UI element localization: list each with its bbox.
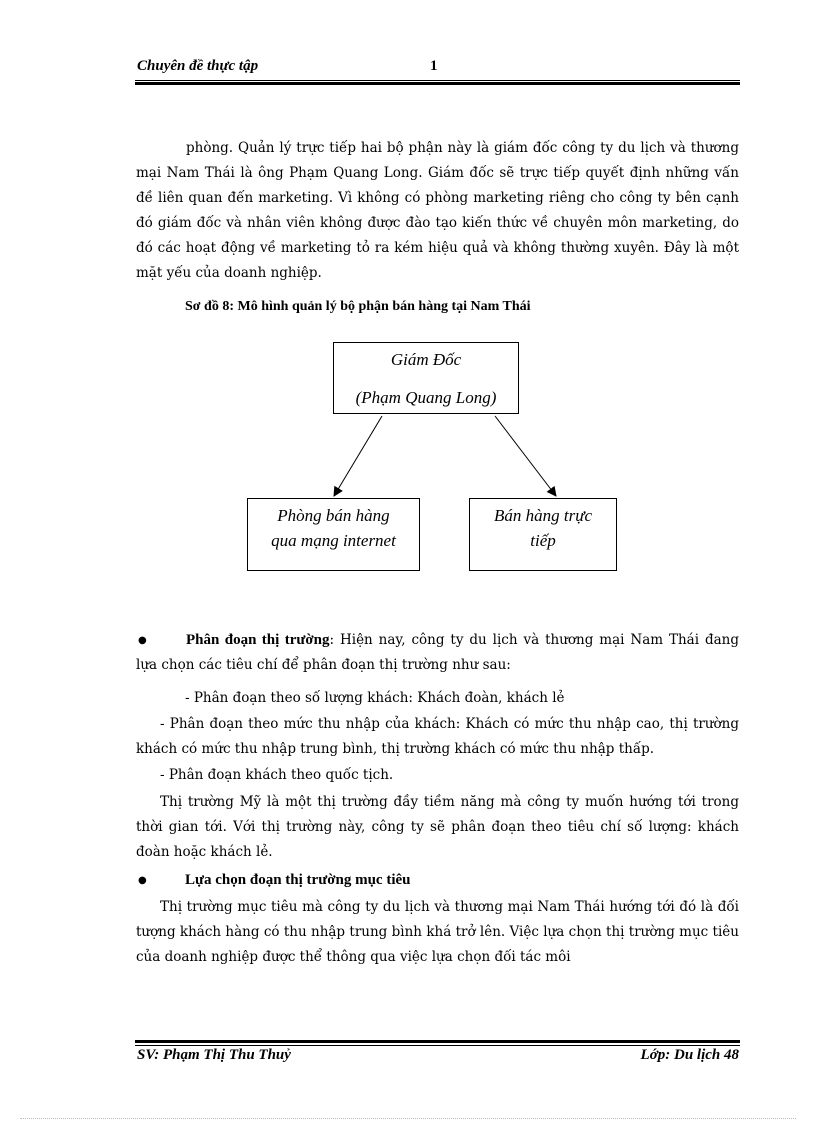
arrow-to-online-sales (334, 416, 382, 496)
arrow-to-direct-sales (495, 416, 556, 496)
bullet-icon: ● (138, 635, 147, 646)
diagram-caption: Sơ đồ 8: Mô hình quản lý bộ phận bán hàng tại Nam Thái (185, 299, 531, 314)
list-item-income: - Phân đoạn theo mức thu nhập của khách: Khách có mức thu nhập cao, thị trường khách có mức thu nhập trung bình, thị trường khách có mức thu nhập thấp. (136, 716, 739, 757)
director-name: (Phạm Quang Long) (355, 388, 497, 407)
online-sales-line2: qua mạng internet (271, 531, 396, 550)
director-box (333, 342, 519, 414)
list-item-nationality: - Phân đoạn khách theo quốc tịch. (160, 767, 394, 783)
section-title-segmentation: Phân đoạn thị trường (186, 632, 330, 648)
footer-rule-thick (135, 1040, 740, 1043)
section-text-segmentation: : Hiện nay, công ty du lịch và thương mại Nam Thái đang lựa chọn các tiêu chí để phân đoạn thị trường như sau: (136, 632, 739, 673)
header-title: Chuyên đề thực tập (137, 58, 259, 74)
page-edge (20, 1118, 796, 1119)
online-sales-line1: Phòng bán hàng (277, 506, 390, 525)
paragraph-us-market: Thị trường Mỹ là một thị trường đầy tiềm năng mà công ty muốn hướng tới trong thời gian tới. Với thị trường này, công ty sẽ phân đoạn theo tiêu chí số lượng: khách đoàn hoặc khách lẻ. (136, 794, 739, 860)
list-item-quantity: - Phân đoạn theo số lượng khách: Khách đoàn, khách lẻ (185, 690, 565, 706)
bullet-icon: ● (138, 875, 147, 886)
paragraph-intro-text: phòng. Quản lý trực tiếp hai bộ phận này là giám đốc công ty du lịch và thương mại Nam Thái là ông Phạm Quang Long. Giám đốc sẽ trực tiếp quyết định những vấn đề liên quan đến marketing. Vì không có phòng marketing riêng cho công ty bên cạnh đó giám đốc và nhân viên không được đào tạo kiến thức về chuyên môn marketing, do đó các hoạt động về marketing tỏ ra kém hiệu quả và không thường xuyên. Đây là một mặt yếu của doanh nghiệp. (136, 140, 739, 281)
paragraph-intro (136, 136, 739, 286)
director-title: Giám Đốc (390, 350, 462, 369)
section-market-segmentation (136, 628, 739, 678)
header-rule-thick (135, 82, 740, 85)
section-title-target-market: Lựa chọn đoạn thị trường mục tiêu (185, 872, 411, 888)
direct-sales-line1: Bán hàng trực (493, 506, 593, 525)
direct-sales-line2: tiếp (530, 531, 556, 550)
online-sales-box (247, 498, 420, 571)
footer-class-name: Lớp: Du lịch 48 (640, 1047, 739, 1063)
page-number: 1 (430, 58, 438, 74)
footer-student-name: SV: Phạm Thị Thu Thuỷ (137, 1047, 291, 1063)
direct-sales-box (469, 498, 617, 571)
header-rule-thin (135, 80, 740, 81)
footer-rule-thin (135, 1045, 740, 1046)
paragraph-target-market: Thị trường mục tiêu mà công ty du lịch và thương mại Nam Thái hướng tới đó là đối tượng khách hàng có thu nhập trung bình khá trở lên. Việc lựa chọn thị trường mục tiêu của doanh nghiệp được thể thông qua việc lựa chọn đối tác môi (136, 899, 739, 965)
